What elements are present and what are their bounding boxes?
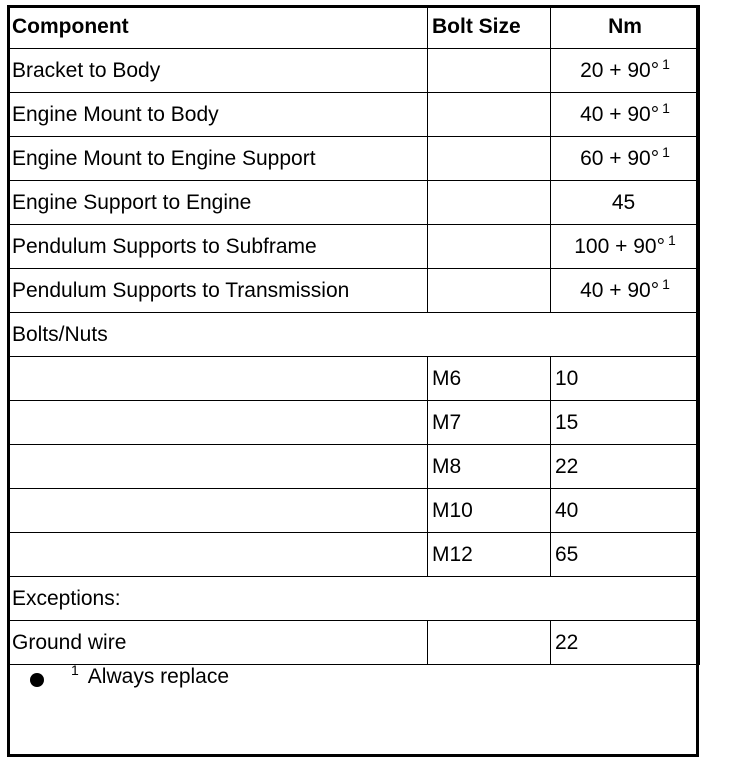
nm-cell: 10	[551, 357, 700, 401]
outer-frame	[7, 5, 699, 757]
nm-cell: 45	[551, 181, 700, 225]
bolt-size-cell: M10	[428, 489, 551, 533]
section-label-bolts-nuts: Bolts/Nuts	[8, 313, 700, 357]
footnote-ref: 1	[667, 231, 676, 248]
nm-cell: 60 + 90° $^1$	[551, 137, 700, 181]
component-cell: Bracket to Body	[8, 49, 428, 93]
nm-cell: 15	[551, 401, 700, 445]
footnote-text: $^1$ Always replace	[71, 662, 230, 688]
section-label-exceptions: Exceptions:	[8, 577, 700, 621]
component-cell: Pendulum Supports to Subframe	[8, 225, 428, 269]
nm-cell: 100 + 90° $^1$	[551, 225, 700, 269]
component-cell: Engine Support to Engine	[8, 181, 428, 225]
header-bolt-size: Bolt Size	[428, 6, 551, 49]
nm-cell: 20 + 90° $^1$	[551, 49, 700, 93]
nm-cell: 40	[551, 489, 700, 533]
component-cell: Pendulum Supports to Transmission	[8, 269, 428, 313]
nm-cell: 65	[551, 533, 700, 577]
footnote-ref: 1	[662, 143, 670, 160]
nm-cell: 22	[551, 621, 700, 665]
footnote-marker: 1	[71, 662, 79, 678]
bolt-size-cell: M8	[428, 445, 551, 489]
footnote-ref: 1	[662, 55, 670, 72]
component-cell: Engine Mount to Body	[8, 93, 428, 137]
header-component: Component	[8, 6, 428, 49]
nm-cell: 40 + 90° $^1$	[551, 269, 700, 313]
header-nm: Nm	[551, 6, 700, 49]
bolt-size-cell: M7	[428, 401, 551, 445]
bolt-size-cell: M6	[428, 357, 551, 401]
nm-cell: 22	[551, 445, 700, 489]
component-cell: Ground wire	[8, 621, 428, 665]
nm-cell: 40 + 90° $^1$	[551, 93, 700, 137]
footnote-ref: 1	[662, 275, 670, 292]
component-cell: Engine Mount to Engine Support	[8, 137, 428, 181]
bolt-size-cell: M12	[428, 533, 551, 577]
footnote-ref: 1	[662, 99, 670, 116]
